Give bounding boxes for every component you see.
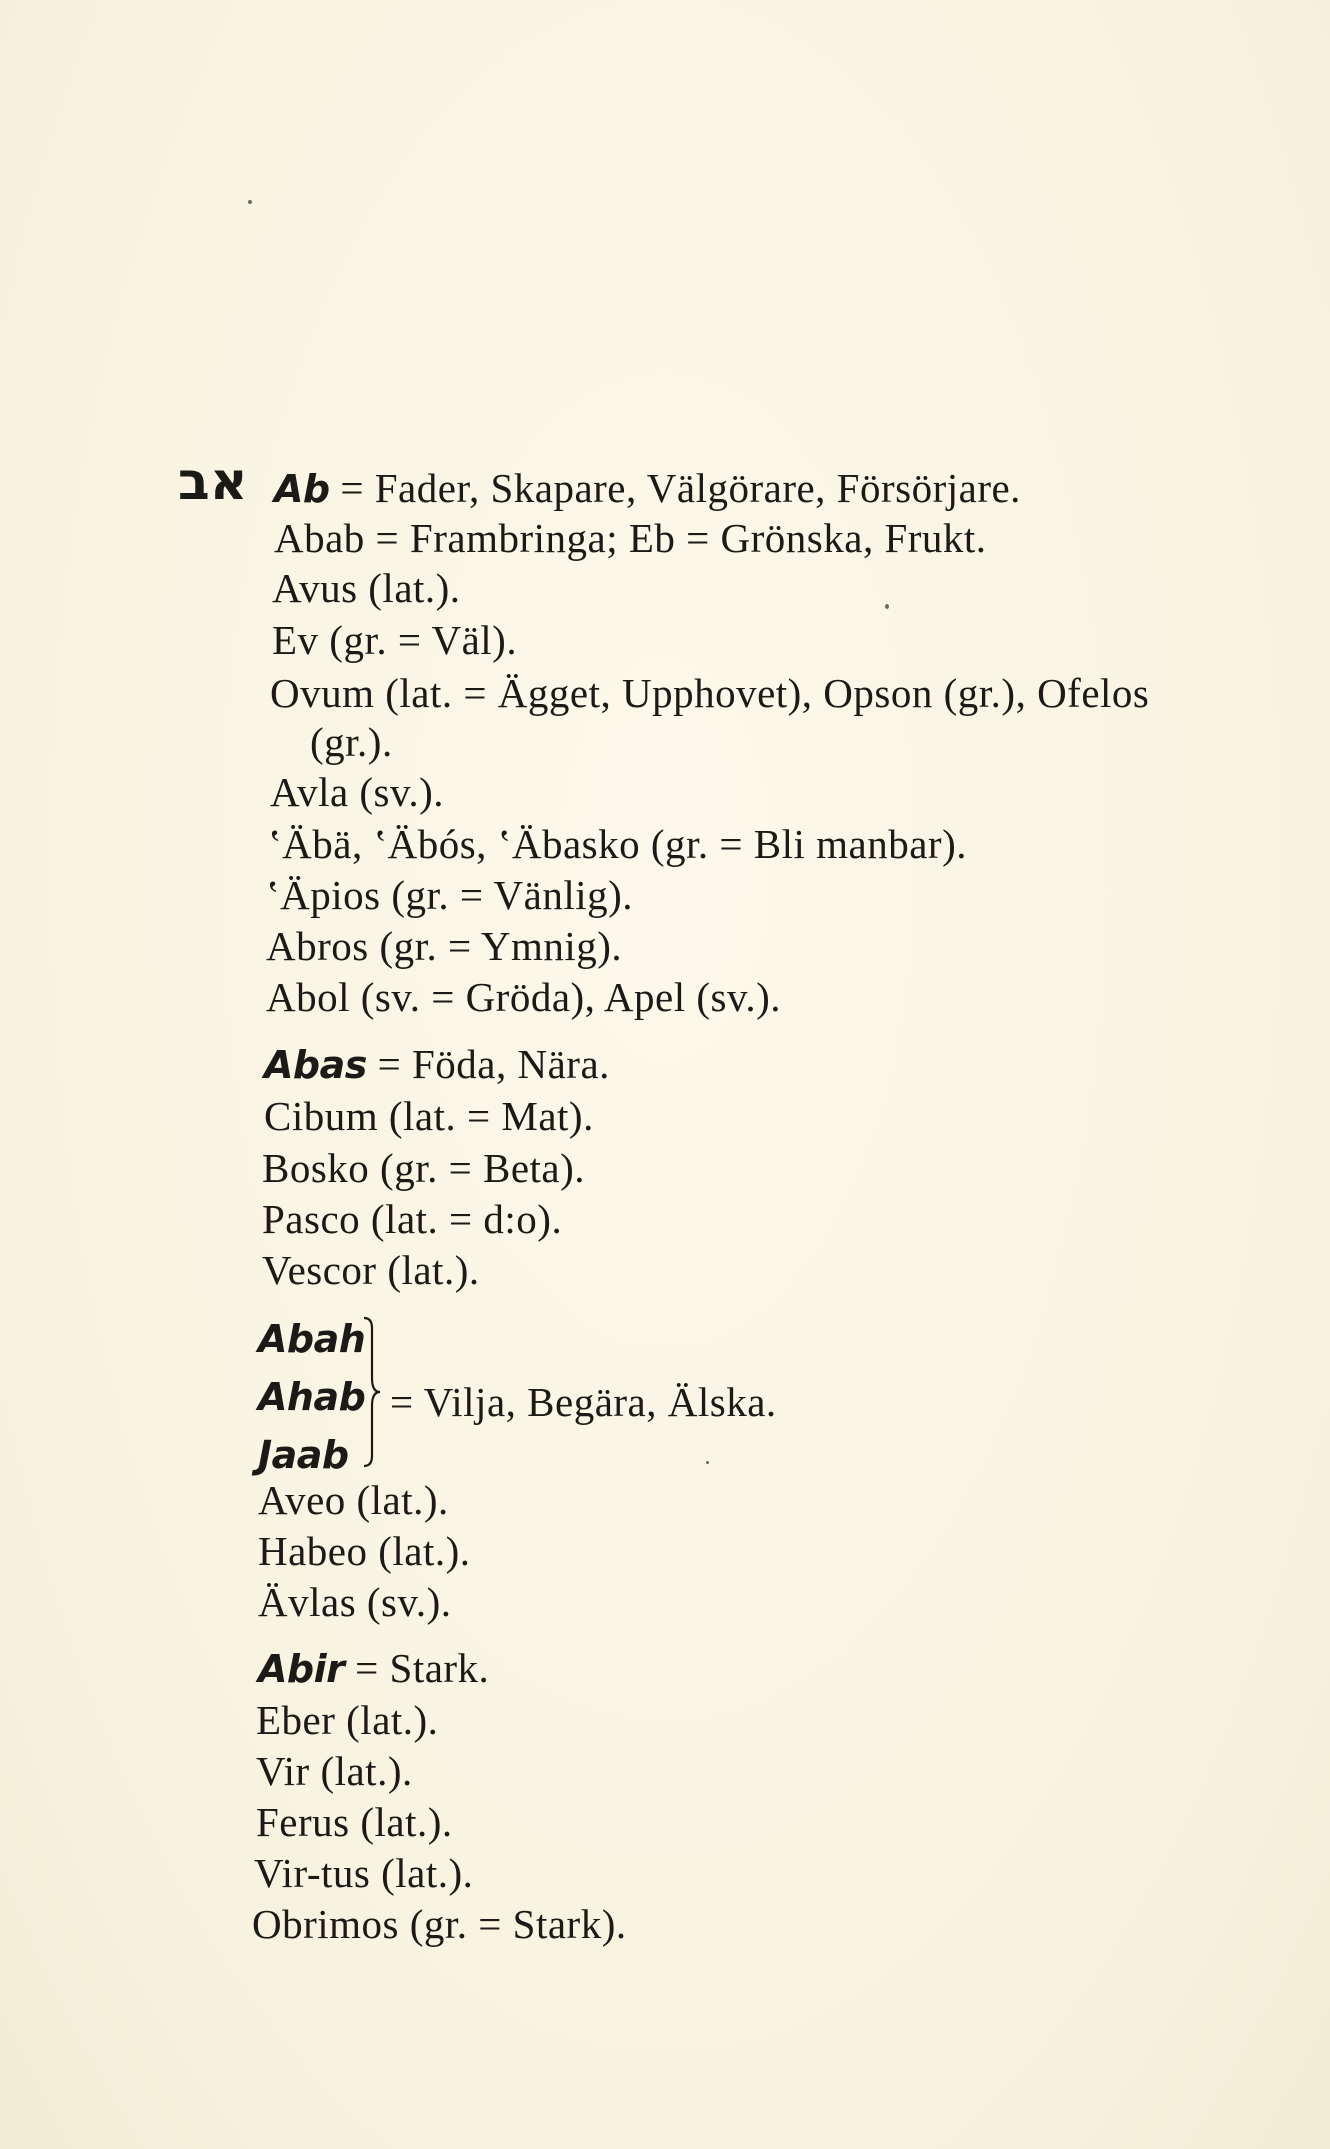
entry-line: (gr.).: [310, 719, 393, 765]
headword: Jaab: [258, 1433, 349, 1477]
paper-speck: [248, 200, 252, 204]
definition: = Fader, Skapare, Välgörare, Försörjare.: [329, 465, 1021, 511]
headword: Abah: [258, 1317, 366, 1361]
entry-line: Abab = Frambringa; Eb = Grönska, Frukt.: [274, 515, 987, 561]
headword: Ab: [274, 467, 330, 511]
paper-speck: [885, 604, 889, 609]
entry-line: Vir (lat.).: [256, 1748, 413, 1794]
entry-abas: [264, 1041, 610, 1087]
entry-line: Bosko (gr. = Beta).: [262, 1145, 586, 1191]
entry-line: Ovum (lat. = Ägget, Upphovet), Opson (gr.), Ofelos: [270, 670, 1150, 716]
entry-abir: [258, 1645, 490, 1691]
entry-line: Abol (sv. = Gröda), Apel (sv.).: [266, 974, 781, 1020]
entry-line: Ferus (lat.).: [256, 1799, 453, 1845]
headword: Ahab: [258, 1375, 366, 1419]
entry-line: Habeo (lat.).: [258, 1528, 471, 1574]
entry-line: Ev (gr. = Väl).: [272, 617, 518, 663]
entry-line: Vescor (lat.).: [262, 1247, 480, 1293]
group-definition: = Vilja, Begära, Älska.: [390, 1379, 777, 1425]
curly-brace: [360, 1316, 384, 1468]
entry-line: Eber (lat.).: [256, 1697, 439, 1743]
entry-line: Abros (gr. = Ymnig).: [266, 923, 623, 969]
entry-line: Avus (lat.).: [272, 565, 461, 611]
entry-line: ʽÄbä, ʽÄbós, ʽÄbasko (gr. = Bli manbar).: [268, 821, 967, 867]
definition: = Stark.: [344, 1645, 490, 1691]
definition: = Föda, Nära.: [366, 1041, 610, 1087]
hebrew-heading: אב: [178, 452, 248, 512]
entry-line: Vir-tus (lat.).: [254, 1850, 474, 1896]
entry-line: Avla (sv.).: [270, 769, 445, 815]
entry-line: Aveo (lat.).: [258, 1477, 449, 1523]
entry-line: Pasco (lat. = d:o).: [262, 1196, 563, 1242]
entry-line: Obrimos (gr. = Stark).: [252, 1901, 627, 1947]
headword: Abir: [258, 1647, 345, 1691]
entry-line: ʽÄpios (gr. = Vänlig).: [266, 872, 634, 918]
entry-line: Ävlas (sv.).: [258, 1579, 452, 1625]
entry-ab: [274, 465, 1021, 511]
paper-speck: [706, 1461, 709, 1464]
entry-line: Cibum (lat. = Mat).: [264, 1093, 594, 1139]
headword: Abas: [264, 1043, 367, 1087]
